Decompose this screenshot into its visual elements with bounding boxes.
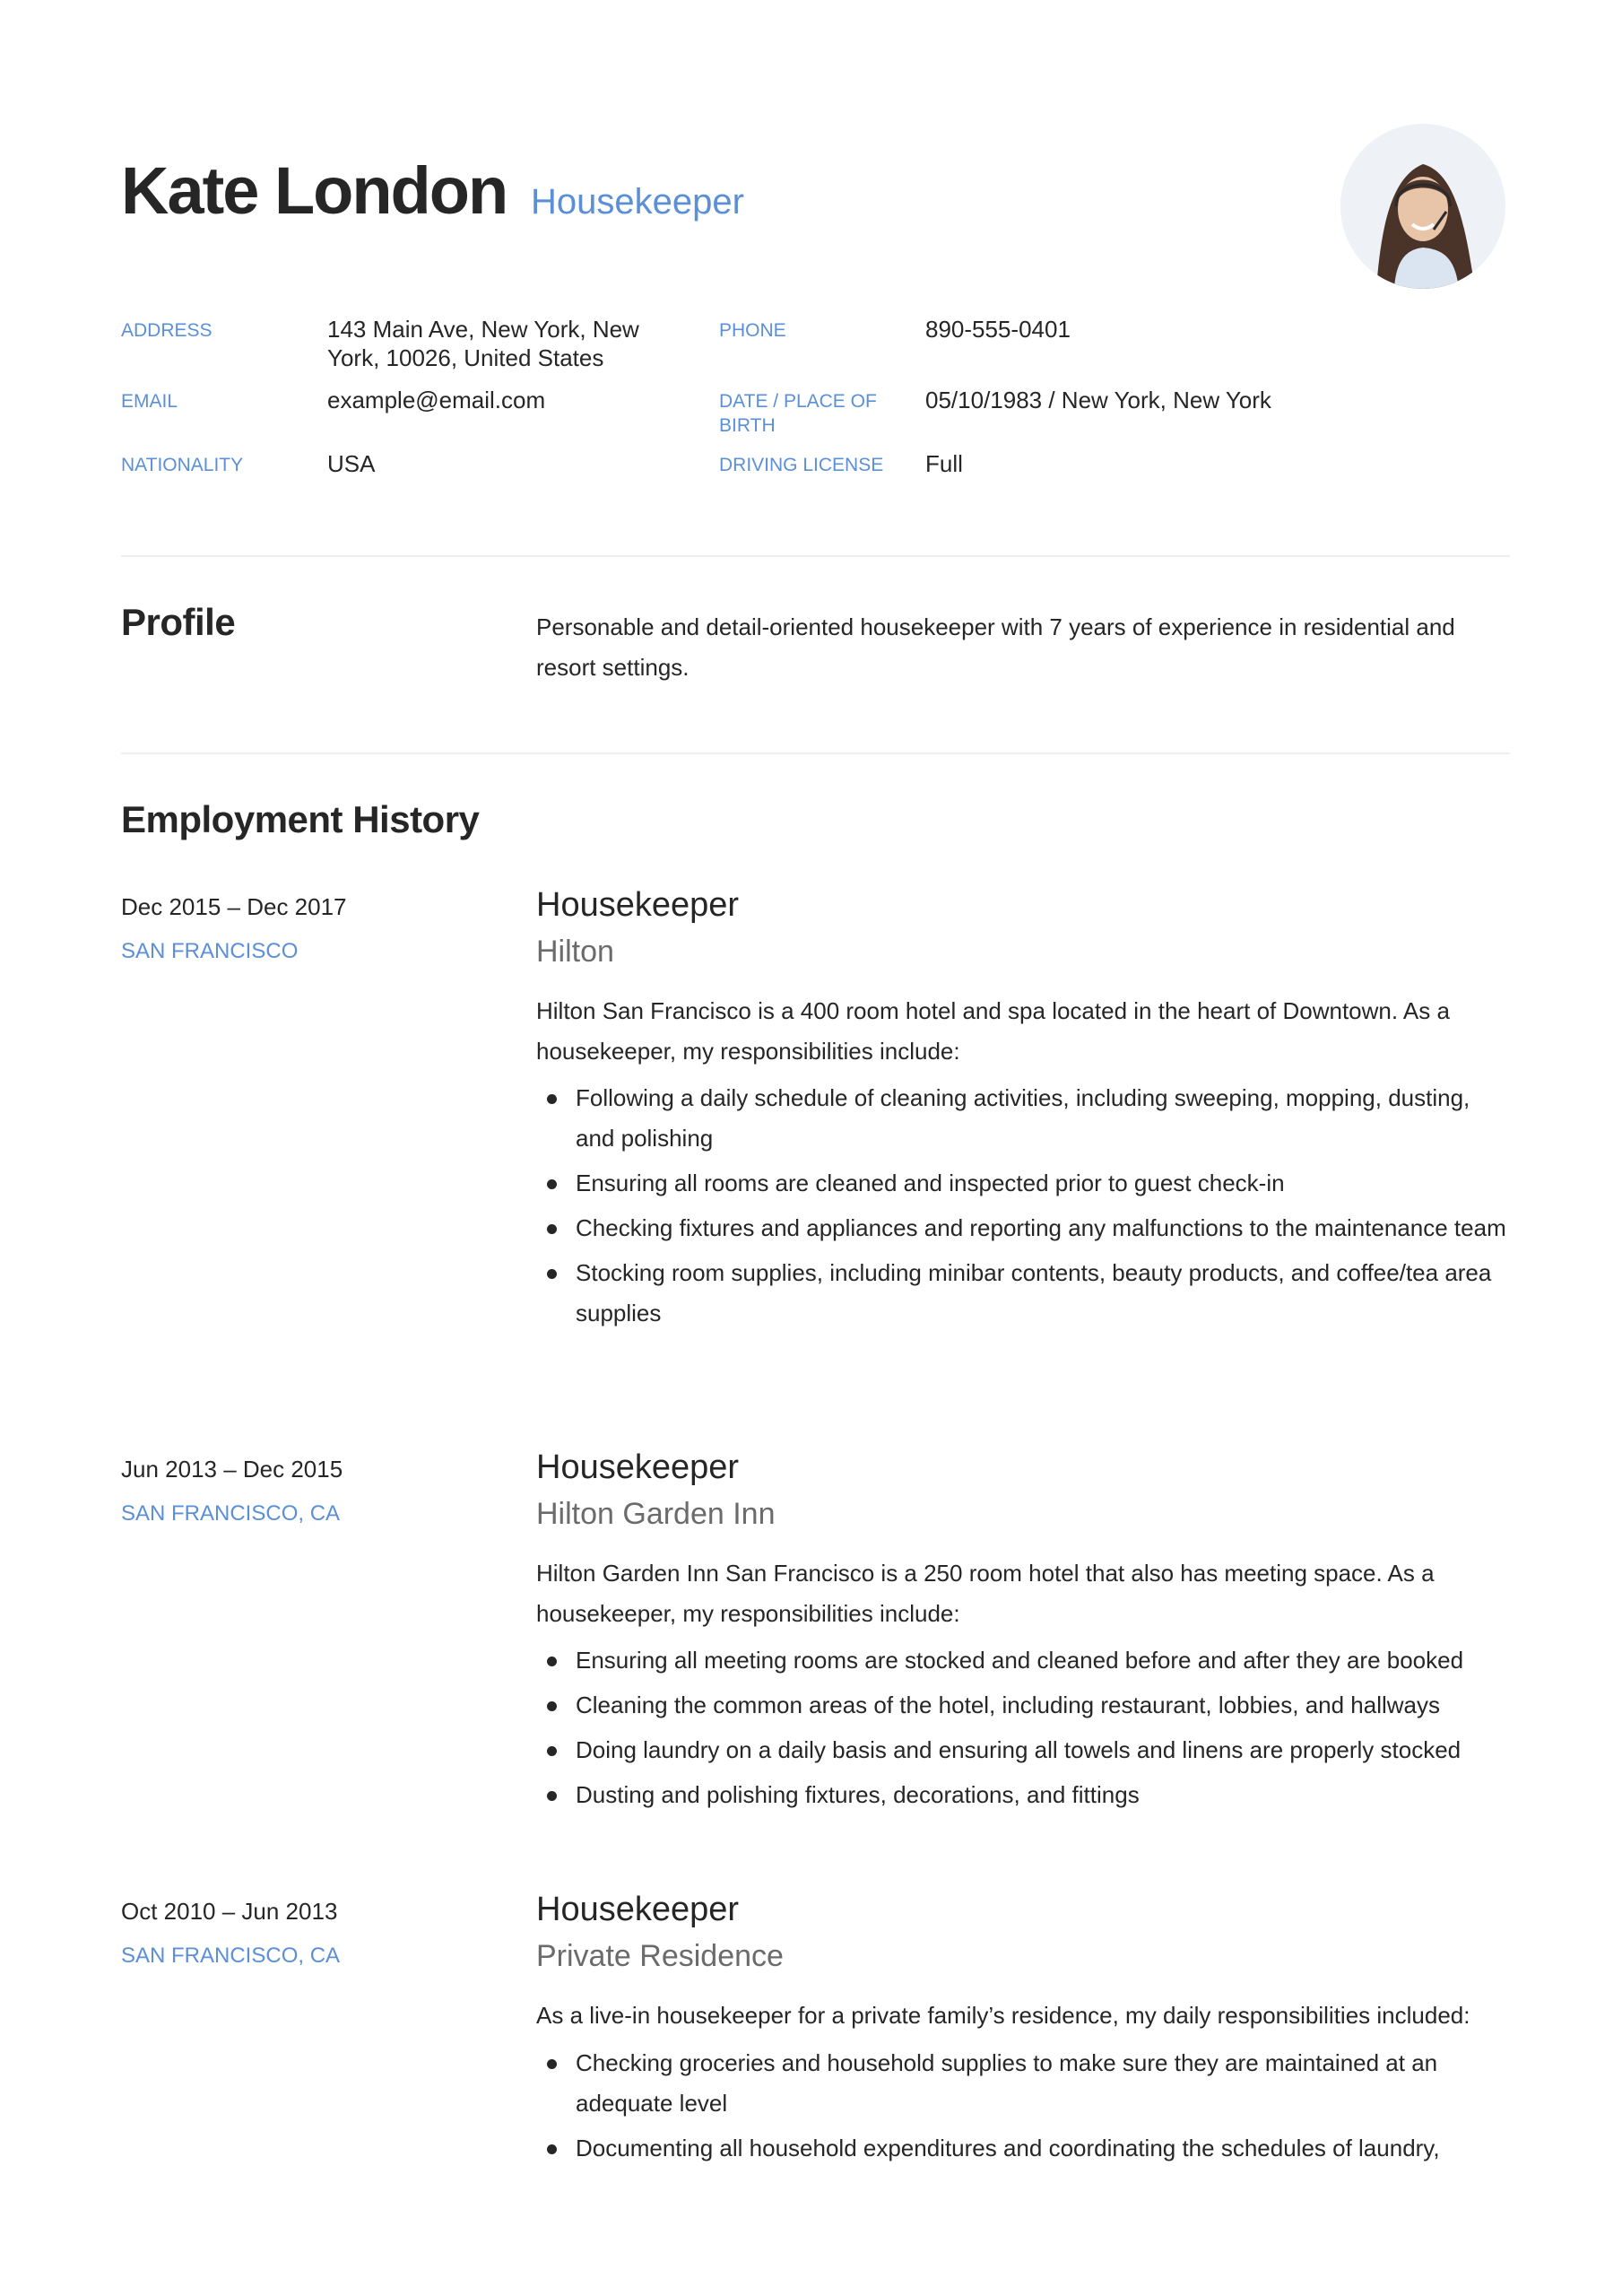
job-company: Hilton <box>536 935 614 969</box>
birth-label: DATE / PLACE OF BIRTH <box>719 391 877 436</box>
candidate-name: Kate London <box>121 153 507 228</box>
candidate-title: Housekeeper <box>531 182 744 222</box>
job-dates: Jun 2013 – Dec 2015 <box>121 1456 343 1483</box>
email-value[interactable]: example@email.com <box>327 387 546 413</box>
job-bullet: Documenting all household expenditures and coordinating the schedules of laundry, <box>536 2128 1514 2169</box>
job-bullet: Checking fixtures and appliances and reporting any malfunctions to the maintenance team <box>536 1208 1514 1248</box>
job-bullets <box>536 1636 1514 1815</box>
employment-heading: Employment History <box>121 798 480 840</box>
job-bullet: Cleaning the common areas of the hotel, including restaurant, lobbies, and hallways <box>536 1685 1514 1726</box>
birth-value: 05/10/1983 / New York, New York <box>925 387 1271 413</box>
job-dates: Dec 2015 – Dec 2017 <box>121 893 347 920</box>
job-bullets <box>536 2039 1514 2169</box>
job-location: SAN FRANCISCO, CA <box>121 1944 341 1968</box>
job-location: SAN FRANCISCO <box>121 939 299 963</box>
profile-heading: Profile <box>121 601 236 643</box>
job-bullet: Doing laundry on a daily basis and ensuring all towels and linens are properly stocked <box>536 1730 1514 1770</box>
license-label: DRIVING LICENSE <box>719 455 884 475</box>
job-bullet: Dusting and polishing fixtures, decorations, and fittings <box>536 1775 1514 1815</box>
job-bullet: Ensuring all rooms are cleaned and inspected prior to guest check-in <box>536 1163 1514 1204</box>
profile-photo <box>1340 124 1505 289</box>
job-role: Housekeeper <box>536 1448 740 1486</box>
job-bullets <box>536 1074 1514 1334</box>
address-value: 143 Main Ave, New York, New York, 10026, United States <box>327 316 639 371</box>
address-label: ADDRESS <box>121 320 213 341</box>
section-divider <box>121 555 1510 557</box>
job-bullet: Ensuring all meeting rooms are stocked and cleaned before and after they are booked <box>536 1640 1514 1681</box>
nationality-label: NATIONALITY <box>121 455 244 475</box>
job-bullet: Following a daily schedule of cleaning activities, including sweeping, mopping, dusting, and polishing <box>536 1078 1514 1159</box>
job-bullet: Stocking room supplies, including minibar contents, beauty products, and coffee/tea area supplies <box>536 1253 1514 1334</box>
job-dates: Oct 2010 – Jun 2013 <box>121 1898 338 1925</box>
email-label: EMAIL <box>121 391 178 412</box>
person-portrait-icon <box>1340 124 1505 289</box>
profile-text: Personable and detail-oriented housekeeper with 7 years of experience in residential and resort settings. <box>536 613 1455 681</box>
job-role: Housekeeper <box>536 886 740 924</box>
phone-label: PHONE <box>719 320 786 341</box>
job-role: Housekeeper <box>536 1891 740 1928</box>
job-bullet: Checking groceries and household supplies to make sure they are maintained at an adequate level <box>536 2043 1514 2124</box>
nationality-value: USA <box>327 450 376 477</box>
license-value: Full <box>925 450 963 477</box>
section-divider <box>121 752 1510 754</box>
job-company: Hilton Garden Inn <box>536 1497 776 1531</box>
phone-value[interactable]: 890-555-0401 <box>925 316 1071 343</box>
job-company: Private Residence <box>536 1939 784 1973</box>
job-description: As a live-in housekeeper for a private family’s residence, my daily responsibilities included: <box>536 2002 1470 2029</box>
job-location: SAN FRANCISCO, CA <box>121 1501 341 1526</box>
job-description: Hilton San Francisco is a 400 room hotel and spa located in the heart of Downtown. As a housekeeper, my responsibilities include: <box>536 997 1450 1065</box>
job-description: Hilton Garden Inn San Francisco is a 250 room hotel that also has meeting space. As a housekeeper, my responsibilities include: <box>536 1560 1435 1627</box>
